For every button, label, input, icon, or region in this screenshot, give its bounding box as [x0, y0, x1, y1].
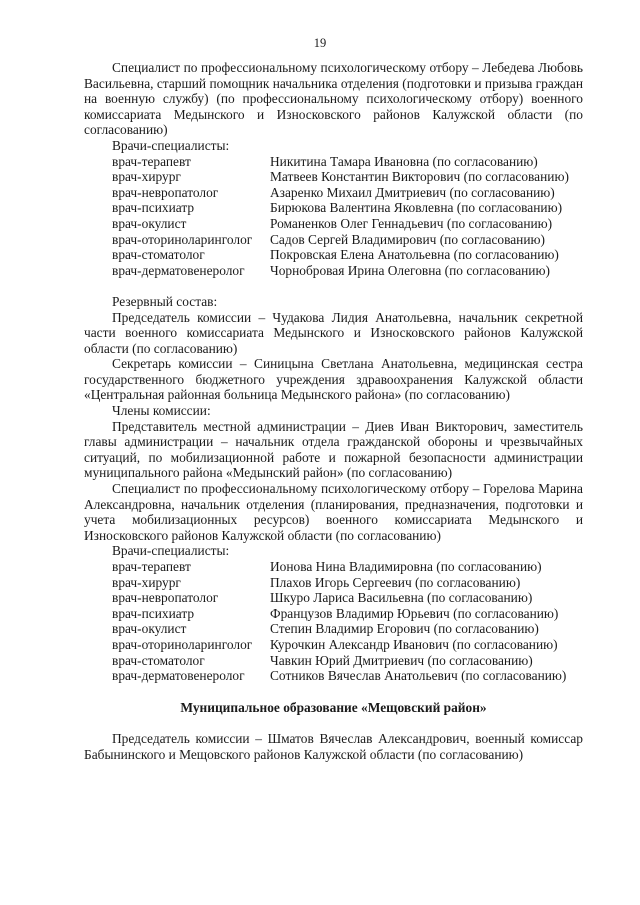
doctor-name: Степин Владимир Егорович (по согласованию)	[270, 621, 539, 637]
doctor-role: врач-психиатр	[112, 605, 195, 621]
doctor-row	[112, 169, 583, 185]
section-heading: Муниципальное образование «Мещовский район»	[180, 699, 487, 715]
reserve-label: Резервный состав:	[112, 293, 218, 309]
doctor-name: Чорнобровая Ирина Олеговна (по согласованию)	[270, 262, 550, 278]
doctor-role: врач-оториноларинголог	[112, 636, 253, 652]
doctor-name: Сотников Вячеслав Анатольевич (по согласованию)	[270, 668, 567, 684]
doctor-name: Матвеев Константин Викторович (по согласованию)	[270, 169, 569, 185]
doctor-row	[112, 559, 583, 575]
doctors-list	[112, 154, 583, 279]
reserve-secretary-paragraph: Секретарь комиссии – Синицына Светлана Анатольевна, медицинская сестра государственного бюджетного учреждения здравоохранения Калужской области «Центральная районная больница Медынского района» (по согласованию)	[84, 356, 583, 403]
doctor-row	[112, 216, 583, 232]
doctor-name: Азаренко Михаил Дмитриевич (по согласованию)	[270, 184, 555, 200]
doctor-name: Шкуро Лариса Васильевна (по согласованию)	[270, 590, 533, 606]
doctor-name: Романенков Олег Геннадьевич (по согласованию)	[270, 215, 553, 231]
reserve-specialist-paragraph: Специалист по профессиональному психологическому отбору – Горелова Марина Александровна, начальник отделения (планирования, предназначения, подготовки и учета мобилизационных ресурсов) военного комиссариата Медынского и Износковского районов Калужской области (по согласованию)	[84, 481, 583, 543]
doctor-name: Французов Владимир Юрьевич (по согласованию)	[270, 605, 559, 621]
reserve-chairman-paragraph: Председатель комиссии – Чудакова Лидия Анатольевна, начальник секретной части военного комиссариата Медынского и Износковского районов Калужской области (по согласованию)	[84, 309, 583, 356]
doctor-row	[112, 185, 583, 201]
doctor-role: врач-хирург	[112, 169, 181, 185]
doctor-name: Ионова Нина Владимировна (по согласованию)	[270, 559, 542, 574]
reserve-doctors-list	[112, 559, 583, 684]
doctor-row	[112, 621, 583, 637]
page-number: 19	[313, 36, 327, 50]
doctor-name: Бирюкова Валентина Яковлевна (по согласованию)	[270, 200, 563, 216]
doctor-row	[112, 637, 583, 653]
doctor-role: врач-стоматолог	[112, 247, 205, 263]
reserve-doctors-label: Врачи-специалисты:	[112, 543, 230, 559]
doctor-role: врач-стоматолог	[112, 652, 205, 668]
doctor-row	[112, 653, 583, 669]
doctor-role: врач-терапевт	[112, 559, 191, 574]
doctor-row	[112, 575, 583, 591]
doctor-role: врач-оториноларинголог	[112, 231, 253, 247]
doctor-name: Плахов Игорь Сергеевич (по согласованию)	[270, 574, 521, 590]
doctor-role: врач-окулист	[112, 621, 187, 637]
spacer	[84, 278, 583, 294]
doctor-row	[112, 263, 583, 279]
doctor-row	[112, 200, 583, 216]
doctor-row	[112, 668, 583, 684]
doctor-role: врач-дерматовенеролог	[112, 668, 245, 684]
doctor-role: врач-психиатр	[112, 200, 195, 216]
doctor-name: Садов Сергей Владимирович (по согласованию)	[270, 231, 545, 247]
doctor-role: врач-невропатолог	[112, 184, 219, 200]
doctor-name: Покровская Елена Анатольевна (по согласованию)	[270, 247, 559, 263]
doctor-name: Чавкин Юрий Дмитриевич (по согласованию)	[270, 652, 533, 668]
doctor-row	[112, 154, 583, 170]
specialist-paragraph: Специалист по профессиональному психологическому отбору – Лебедева Любовь Васильевна, старший помощник начальника отделения (подготовки и призыва граждан на военную службу) (по профессиональному психологическому отбору) военного комиссариата Медынского и Износковского районов Калужской области (по согласованию)	[84, 60, 583, 138]
doctor-role: врач-невропатолог	[112, 590, 219, 606]
doctor-name: Никитина Тамара Ивановна (по согласованию)	[270, 153, 538, 169]
doctor-role: врач-терапевт	[112, 153, 191, 169]
doctor-row	[112, 232, 583, 248]
doctor-name: Курочкин Александр Иванович (по согласованию)	[270, 636, 558, 652]
document-body	[84, 60, 583, 763]
admin-representative-paragraph: Представитель местной администрации – Диев Иван Викторович, заместитель главы администрации – начальник отдела гражданской обороны и чрезвычайных ситуаций, по мобилизационной работе и пожарной безопасности администрации муниципального района «Медынский район» (по согласованию)	[84, 418, 583, 481]
doctor-role: врач-хирург	[112, 574, 181, 590]
doctor-role: врач-дерматовенеролог	[112, 262, 245, 278]
doctors-label: Врачи-специалисты:	[112, 137, 230, 153]
section2-chairman-paragraph: Председатель комиссии – Шматов Вячеслав Александрович, военный комиссар Бабынинского и Мещовского районов Калужской области (по согласованию)	[84, 731, 583, 762]
members-label: Члены комиссии:	[112, 403, 211, 419]
doctor-row	[112, 590, 583, 606]
doctor-row	[112, 606, 583, 622]
doctor-row	[112, 247, 583, 263]
doctor-role: врач-окулист	[112, 215, 187, 231]
